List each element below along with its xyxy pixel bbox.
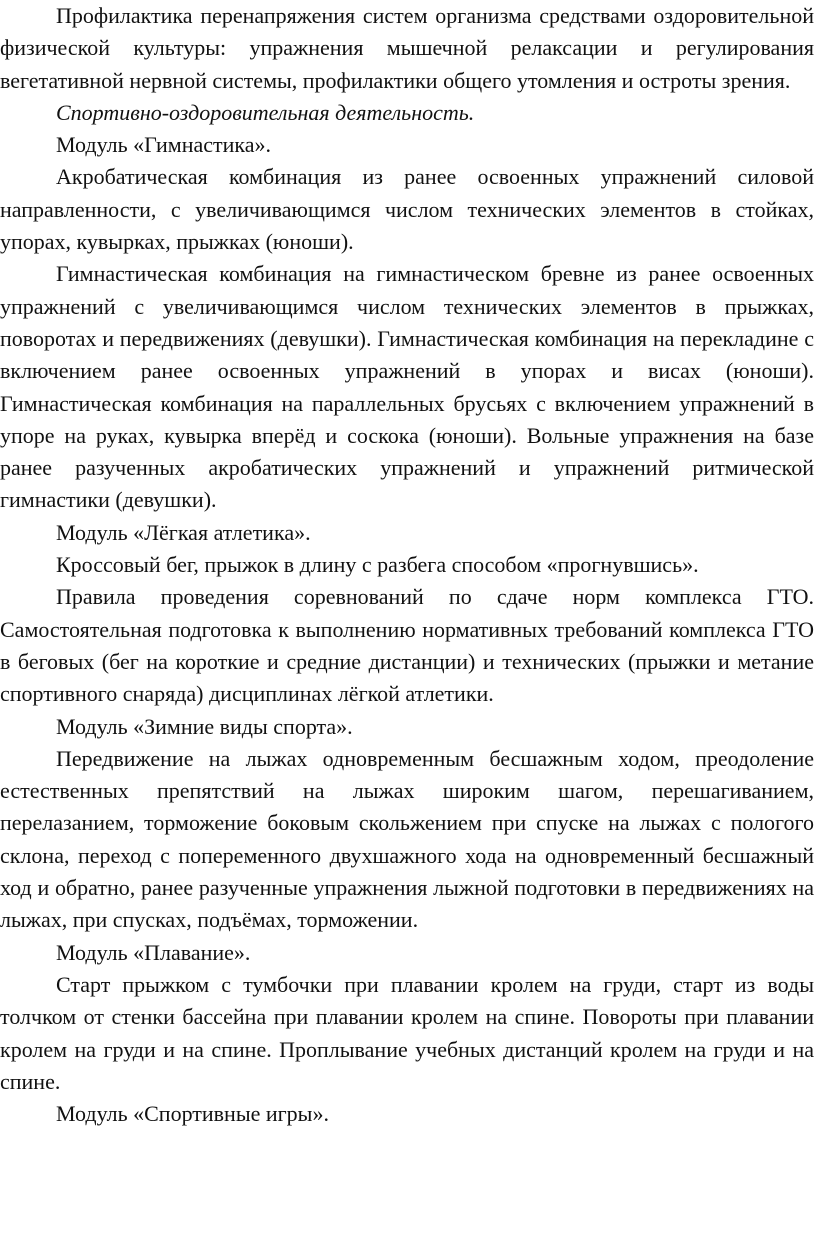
module-heading-winter-sports: Модуль «Зимние виды спорта». <box>56 713 353 739</box>
paragraph-swimming: Старт прыжком с тумбочки при плавании кролем на груди, старт из воды толчком от стенки бассейна при плавании кролем на спине. Повороты при плавании кролем на груди и на спине. Проплывание учебных дистанций кролем на груди и на спине. <box>0 971 814 1094</box>
module-heading-athletics: Модуль «Лёгкая атлетика». <box>56 519 311 545</box>
paragraph-gymnastic-combination: Гимнастическая комбинация на гимнастическом бревне из ранее освоенных упражнений с увеличивающимся числом технических элементов в прыжках, поворотах и передвижениях (девушки). Гимнастическая комбинация на перекладине с включением ранее освоенных упражнений в упорах и висах (юноши). Гимнастическая комбинация на параллельных брусьях с включением упражнений в упоре на руках, кувырка вперёд и соскока (юноши). Вольные упражнения на базе ранее разученных акробатических упражнений и упражнений ритмической гимнастики (девушки). <box>0 261 814 513</box>
section-heading-sports-health: Спортивно-оздоровительная деятельность. <box>56 99 475 125</box>
module-heading-sport-games: Модуль «Спортивные игры». <box>56 1101 329 1127</box>
module-heading-gymnastics: Модуль «Гимнастика». <box>56 132 272 158</box>
module-heading-swimming: Модуль «Плавание». <box>56 939 251 965</box>
paragraph-acrobatic-combination: Акробатическая комбинация из ранее освоенных упражнений силовой направленности, с увеличивающимся числом технических элементов в стойках, упорах, кувырках, прыжках (юноши). <box>0 164 814 255</box>
paragraph-cross-country: Кроссовый бег, прыжок в длину с разбега способом «прогнувшись». <box>56 552 699 578</box>
paragraph-prevention: Профилактика перенапряжения систем организма средствами оздоровительной физической культуры: упражнения мышечной релаксации и регулирования вегетативной нервной системы, профилактики общего утомления и остроты зрения. <box>0 3 814 93</box>
paragraph-skiing: Передвижение на лыжах одновременным бесшажным ходом, преодоление естественных препятствий на лыжах широким шагом, перешагиванием, перелазанием, торможение боковым скольжением при спуске на лыжах с пологого склона, переход с попеременного двухшажного хода на одновременный бесшажный ход и обратно, ранее разученные упражнения лыжной подготовки в передвижениях на лыжах, при спусках, подъёмах, торможении. <box>0 745 814 933</box>
paragraph-gto-rules: Правила проведения соревнований по сдаче норм комплекса ГТО. Самостоятельная подготовка к выполнению нормативных требований комплекса ГТО в беговых (бег на короткие и средние дистанции) и технических (прыжки и метание спортивного снаряда) дисциплинах лёгкой атлетики. <box>0 584 814 707</box>
